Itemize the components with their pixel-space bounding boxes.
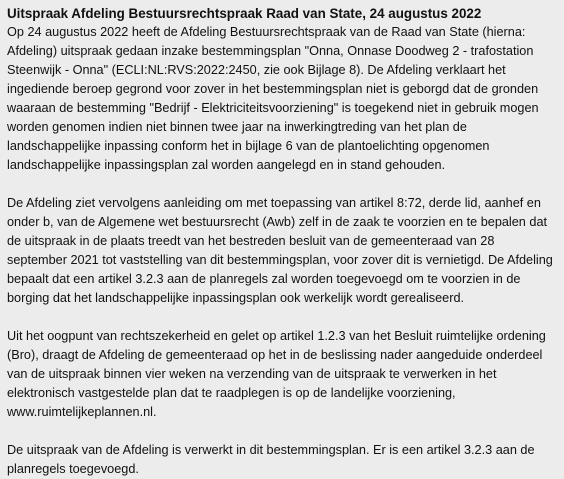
paragraph-3: Uit het oogpunt van rechtszekerheid en gelet op artikel 1.2.3 van het Besluit ruimtelijke ordening (Bro), draagt de Afdeling de gemeenteraad op het in de beslissing nader aangeduide onderdeel van de uitspraak binnen vier weken na verzending van de uitspraak te verwerken in het elektronisch vastgestelde plan dat te raadplegen is op de landelijke voorziening, www.ruimtelijkeplannen.nl.: [7, 329, 546, 419]
paragraph-2: De Afdeling ziet vervolgens aanleiding om met toepassing van artikel 8:72, derde lid, aanhef en onder b, van de Algemene wet bestuursrecht (Awb) zelf in de zaak te voorzien en te bepalen dat de uitspraak in de plaats treedt van het bestreden besluit van de gemeenteraad van 28 september 2021 tot vaststelling van dit bestemmingsplan, voor zover dit is vernietigd. De Afdeling bepaalt dat een artikel 3.2.3 aan de planregels zal worden toegevoegd om te voorzien in de borging dat het landschappelijke inpassingsplan ook werkelijk wordt gerealiseerd.: [7, 196, 553, 305]
document-title: Uitspraak Afdeling Bestuursrechtspraak Raad van State, 24 augustus 2022: [7, 6, 482, 21]
paragraph-1: Op 24 augustus 2022 heeft de Afdeling Bestuursrechtspraak van de Raad van State (hierna: Afdeling) uitspraak gedaan inzake bestemmingsplan "Onna, Onnase Doodweg 2 - trafostation Steenwijk - Onna" (ECLI:NL:RVS:2022:2450, zie ook Bijlage 8). De Afdeling verklaart het ingediende beroep gegrond voor zover in het bestemmingsplan niet is geborgd dat de gronden waaraan de bestemming "Bedrijf - Elektriciteitsvoorziening" is toegekend niet in gebruik mogen worden genomen indien niet binnen twee jaar na inwerkingtreding van het plan de landschappelijke inpassing conform het in bijlage 6 van de plantoelichting opgenomen landschappelijke inpassingsplan zal worden aangelegd en in stand gehouden.: [7, 25, 539, 172]
paragraph-4: De uitspraak van de Afdeling is verwerkt in dit bestemmingsplan. Er is een artikel 3.2.3 aan de planregels toegevoegd.: [7, 443, 535, 476]
